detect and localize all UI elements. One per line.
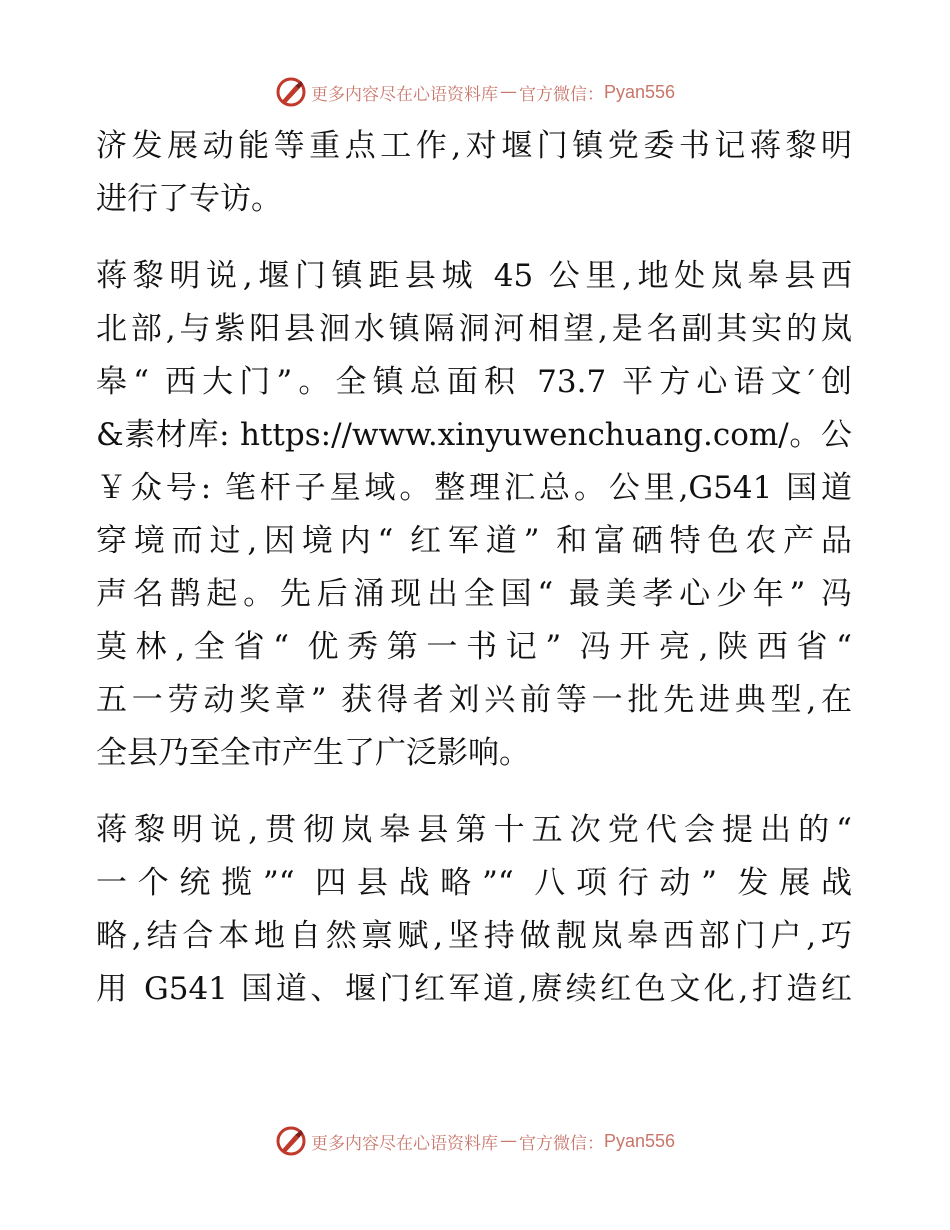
watermark-header [0,72,950,112]
text-line: 进行了专访。 [96,181,282,217]
text-line: 全县乃至全市产生了广泛影响。 [96,735,530,771]
watermark-official-label: 官方微信： [518,84,604,105]
pen-logo-icon [275,76,307,108]
watermark-separator: — [499,1131,517,1151]
watermark-separator: — [499,82,517,102]
text-line: ￥众号: 笔杆子星域。整理汇总。公里,G541 国道 [96,470,852,506]
paragraph-2 [96,250,852,780]
watermark-handle: Pyan556 [603,81,676,102]
text-line: 略,结合本地自然禀赋,坚持做靓岚皋西部门户,巧 [96,918,852,954]
watermark-handle: Pyan556 [603,1130,676,1151]
watermark-site-text: 更多内容尽在心语资料库 [310,1133,498,1154]
text-line: 济发展动能等重点工作,对堰门镇党委书记蒋黎明 [96,128,852,164]
paragraph-1 [96,120,852,226]
text-line: 莫林,全省“ 优秀第一书记” 冯开亮,陕西省“ [96,629,852,665]
text-line: 蒋黎明说,堰门镇距县城 45 公里,地处岚皋县西 [96,258,852,294]
text-line: 用 G541 国道、堰门红军道,赓续红色文化,打造红 [96,971,852,1007]
watermark-site-text: 更多内容尽在心语资料库 [310,84,498,105]
text-line: 穿境而过,因境内“ 红军道” 和富硒特色农产品 [96,523,852,559]
watermark-official-label: 官方微信： [518,1133,604,1154]
text-line: 北部,与紫阳县洄水镇隔洞河相望,是名副其实的岚 [96,311,852,347]
text-line: 声名鹊起。先后涌现出全国“ 最美孝心少年” 冯 [96,576,852,612]
text-line: 一个统揽”“ 四县战略”“ 八项行动” 发展战 [96,865,852,901]
watermark-footer [0,1121,950,1161]
text-line: 蒋黎明说,贯彻岚皋县第十五次党代会提出的“ [96,812,852,848]
text-line: 五一劳动奖章” 获得者刘兴前等一批先进典型,在 [96,682,852,718]
text-line: &素材库: https://www.xinyuwenchuang.com/。公 [96,417,852,453]
pen-logo-icon [275,1125,307,1157]
article-body [96,120,852,1016]
paragraph-3 [96,804,852,1016]
text-line: 皋“ 西大门”。全镇总面积 73.7 平方心语文′创 [96,364,852,400]
